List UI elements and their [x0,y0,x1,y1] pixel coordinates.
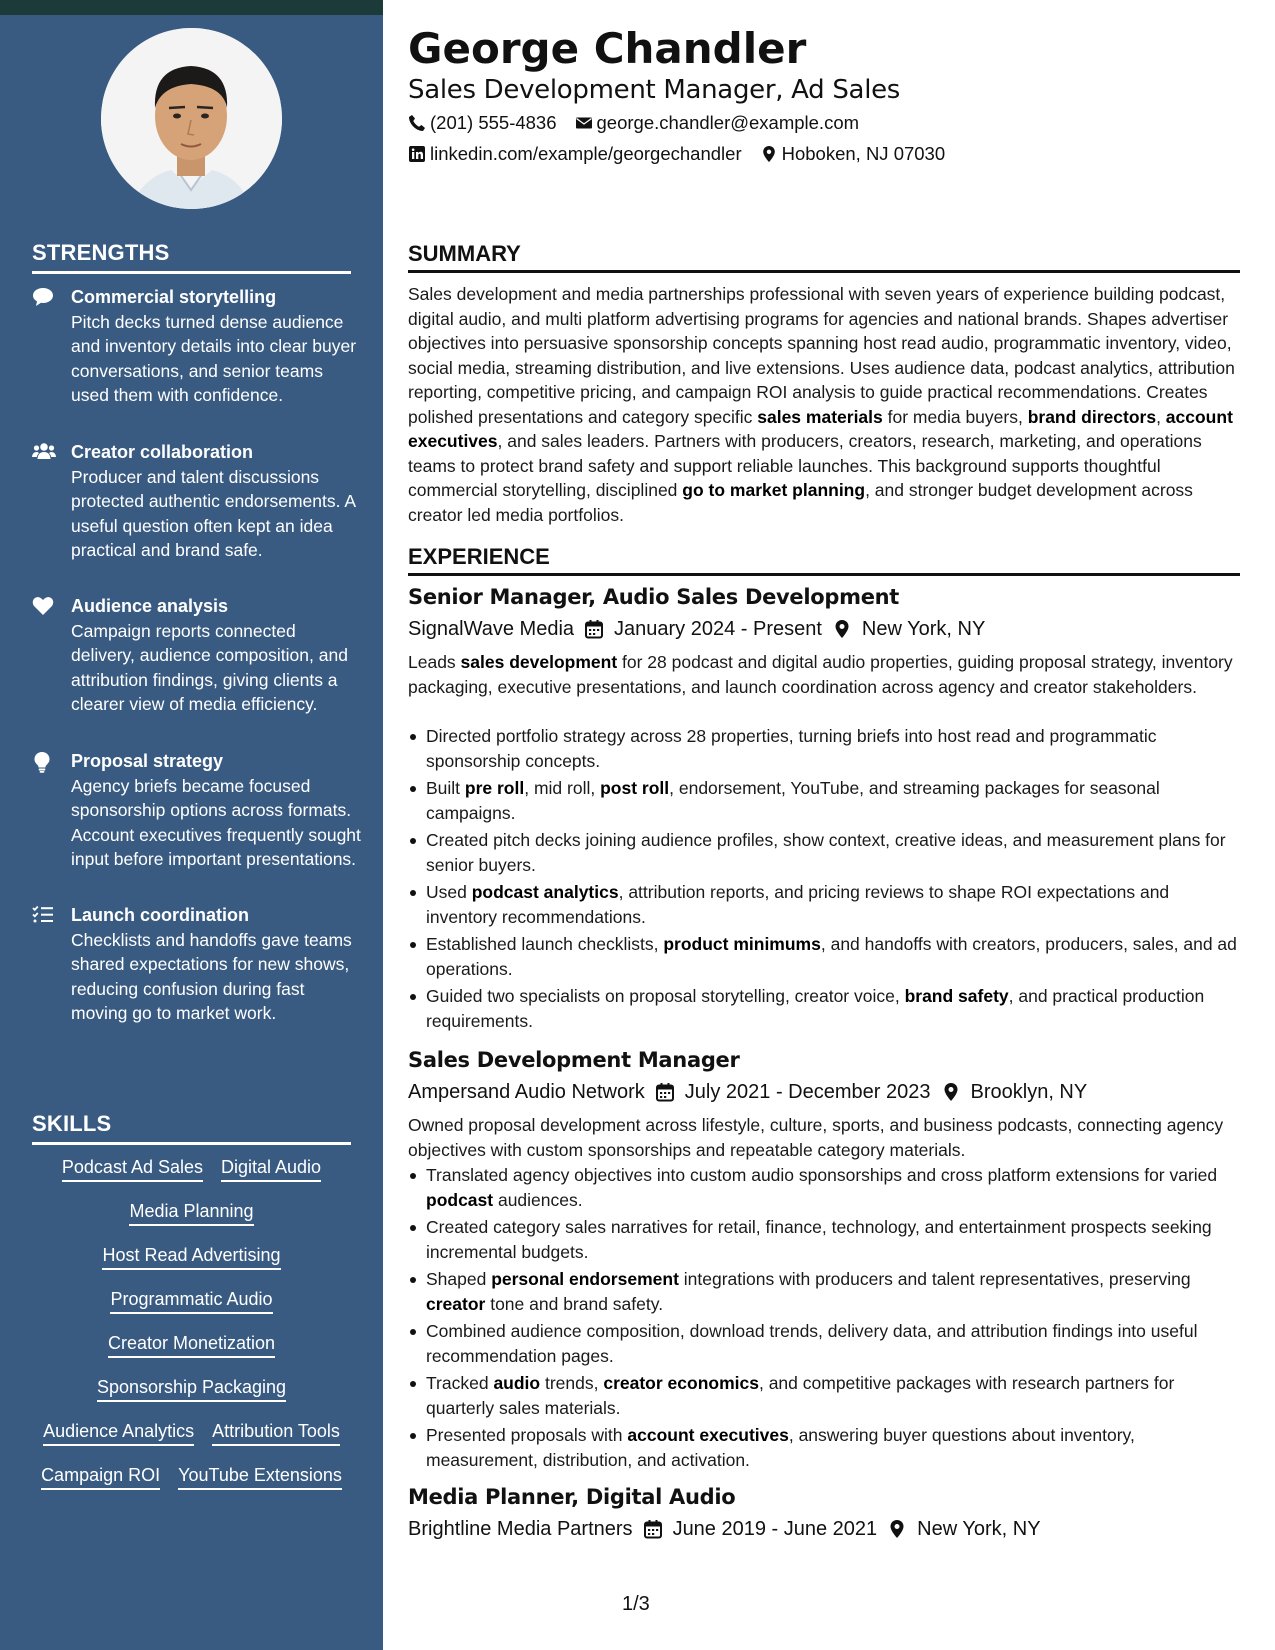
sidebar [0,0,383,1650]
map-pin-icon [941,1082,961,1102]
map-pin-icon [832,619,852,639]
phone-contact [408,112,557,134]
job-location: New York, NY [861,618,986,640]
lightbulb-icon [32,751,56,773]
job-company: Brightline Media Partners [408,1518,633,1540]
bullet-item: Guided two specialists on proposal storytelling, creator voice, brand safety, and practical production requirements. [408,984,1240,1033]
strength-description: Producer and talent discussions protected authentic endorsements. A useful question often kept an idea practical and brand safe. [71,467,356,560]
bullet-item: Presented proposals with account executives, answering buyer questions about inventory, measurement, distribution, and activation. [408,1423,1240,1472]
summary-heading: SUMMARY [408,241,1240,273]
skill-tag: Creator Monetization [108,1331,275,1358]
profile-photo [101,28,282,209]
job-role: Media Planner, Digital Audio [408,1485,736,1509]
envelope-icon [575,114,593,132]
calendar-icon [643,1519,663,1539]
phone-icon [408,114,426,132]
job-company: SignalWave Media [408,618,575,640]
location-contact [760,143,946,165]
skill-tag: Media Planning [129,1199,253,1226]
summary-text: Sales development and media partnerships professional with seven years of experience building podcast, digital audio, and multi platform advertising programs for agencies and national brands. Shapes advertiser objectives into persuasive sponsorship concepts spanning host read audio, programmatic inventory, video, social media, streaming distribution, and live extensions. Uses audience data, podcast analytics, attribution reporting, competitive pricing, and campaign ROI analysis to guide practical recommendations. Creates polished presentations and category specific sales materials for media buyers, brand directors, account executives, and sales leaders. Partners with producers, creators, research, marketing, and operations teams to protect brand safety and support reliable launches. This background supports thoughtful commercial storytelling, disciplined go to market planning, and stronger budget development across creator led media portfolios. [408,284,1235,525]
job-summary: Leads sales development for 28 podcast and digital audio properties, guiding proposal strategy, inventory packaging, executive presentations, and launch coordination across agency and creator stakeholders. [408,652,1233,697]
strength-title: Audience analysis [71,596,229,616]
skills-list [32,1155,351,1490]
bullet-item: Translated agency objectives into custom audio sponsorships and cross platform extensions for varied podcast audiences. [408,1163,1240,1212]
sidebar-top-bar [0,0,383,15]
location-text: Hoboken, NJ 07030 [781,143,946,164]
job-role: Sales Development Manager [408,1048,740,1072]
email-address[interactable]: george.chandler@example.com [596,112,860,133]
job-dates: July 2021 - December 2023 [684,1081,931,1103]
calendar-icon [584,619,604,639]
skill-tag: Attribution Tools [212,1419,340,1446]
bullet-item: Created category sales narratives for retail, finance, technology, and entertainment prospects seeking incremental budgets. [408,1215,1240,1264]
bullet-item: Established launch checklists, product minimums, and handoffs with creators, producers, sales, and ad operations. [408,932,1240,981]
job-location: Brooklyn, NY [970,1081,1088,1103]
heart-icon [32,596,56,618]
job-role: Senior Manager, Audio Sales Development [408,585,900,609]
contact-row [408,112,859,134]
job-meta [408,1078,1087,1106]
contact-row [408,143,945,165]
calendar-icon [655,1082,675,1102]
strength-title: Launch coordination [71,905,249,925]
linkedin-icon [408,145,426,163]
job-summary: Owned proposal development across lifestyle, culture, sports, and business podcasts, connecting agency objectives with custom sponsorships and repeatable category materials. [408,1115,1224,1160]
map-pin-icon [760,145,778,163]
job-dates: January 2024 - Present [614,618,822,640]
strength-title: Proposal strategy [71,751,224,771]
page-number: 1/3 [622,1593,650,1615]
skill-tag: YouTube Extensions [178,1463,342,1490]
skill-tag: Campaign ROI [41,1463,160,1490]
skill-tag: Programmatic Audio [110,1287,272,1314]
map-pin-icon [887,1519,907,1539]
strength-description: Pitch decks turned dense audience and inventory details into clear buyer conversations, and senior teams used them with confidence. [71,312,357,405]
job-meta [408,615,985,643]
bullet-item: Combined audience composition, download trends, delivery data, and attribution findings into useful recommendation pages. [408,1319,1240,1368]
skill-tag: Sponsorship Packaging [97,1375,286,1402]
skill-tag: Audience Analytics [43,1419,194,1446]
bullet-item: Directed portfolio strategy across 28 properties, turning briefs into host read and programmatic sponsorship concepts. [408,724,1240,773]
strength-description: Agency briefs became focused sponsorship options across formats. Account executives frequently sought input before important presentations. [71,776,361,869]
candidate-name: George Chandler [408,24,807,73]
users-icon [32,442,56,464]
strength-title: Commercial storytelling [71,287,277,307]
skill-tag: Podcast Ad Sales [62,1155,203,1182]
skills-heading: SKILLS [32,1111,351,1145]
bullet-item: Built pre roll, mid roll, post roll, endorsement, YouTube, and streaming packages for seasonal campaigns. [408,776,1240,825]
candidate-title: Sales Development Manager, Ad Sales [408,75,901,105]
strengths-heading: STRENGTHS [32,240,351,274]
experience-heading: EXPERIENCE [408,544,1240,576]
job-bullets [408,1163,1240,1475]
job-dates: June 2019 - June 2021 [672,1518,878,1540]
bullet-item: Tracked audio trends, creator economics, and competitive packages with research partners for quarterly sales materials. [408,1371,1240,1420]
checklist-icon [32,905,56,927]
job-company: Ampersand Audio Network [408,1081,645,1103]
job-bullets [408,724,1240,1036]
bullet-item: Used podcast analytics, attribution reports, and pricing reviews to shape ROI expectations and inventory recommendations. [408,880,1240,929]
linkedin-url[interactable]: linkedin.com/example/georgechandler [430,143,742,164]
email-contact[interactable] [575,112,860,134]
speech-bubble-icon [32,287,56,309]
bullet-item: Shaped personal endorsement integrations with producers and talent representatives, preserving creator tone and brand safety. [408,1267,1240,1316]
strength-title: Creator collaboration [71,442,254,462]
strength-description: Checklists and handoffs gave teams shared expectations for new shows, reducing confusion during fast moving go to market work. [71,930,352,1023]
phone-number: (201) 555-4836 [430,112,557,133]
linkedin-contact[interactable] [408,143,742,165]
bullet-item: Created pitch decks joining audience profiles, show context, creative ideas, and measurement plans for senior buyers. [408,828,1240,877]
skill-tag: Digital Audio [221,1155,321,1182]
job-meta [408,1515,1041,1543]
strength-description: Campaign reports connected delivery, audience composition, and attribution findings, giving clients a clearer view of media efficiency. [71,621,348,714]
skill-tag: Host Read Advertising [102,1243,280,1270]
job-location: New York, NY [917,1518,1041,1540]
